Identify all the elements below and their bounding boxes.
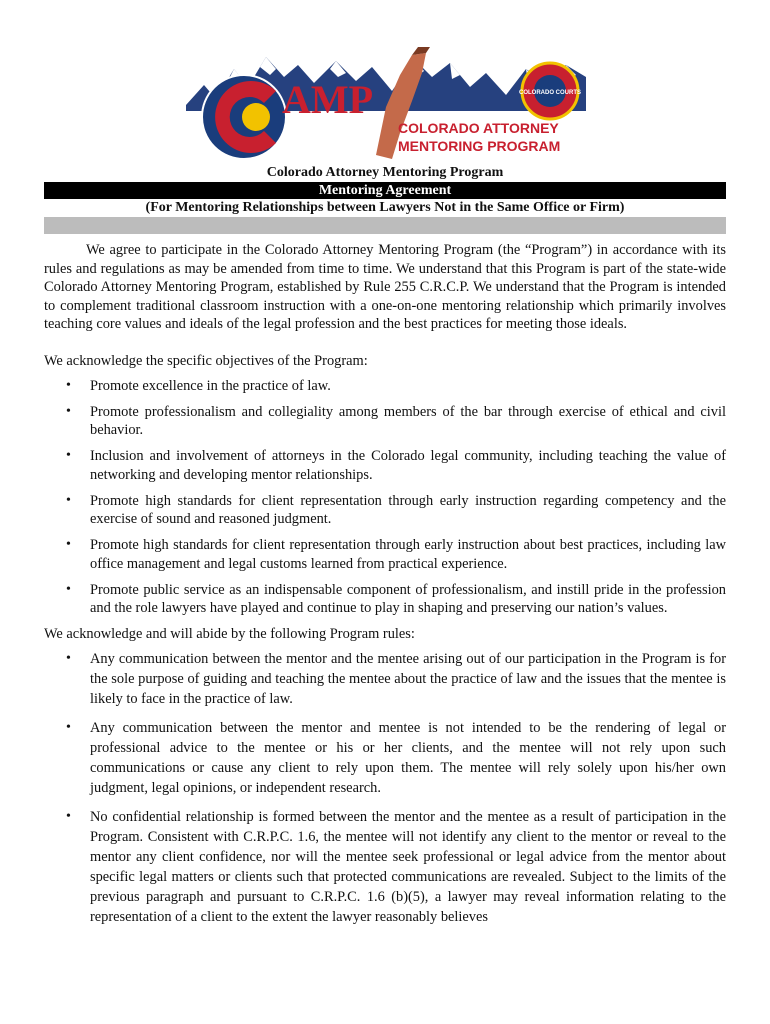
camp-logo-graphic	[186, 47, 586, 163]
objectives-list	[44, 377, 726, 618]
bullet-icon: •	[66, 720, 71, 736]
list-item: • Promote professionalism and collegiality among members of the bar through exercise of ethical and civil behavior.	[66, 403, 726, 439]
list-item: • Promote high standards for client representation through early instruction about best practices, including law office management and legal customs learned from practical experience.	[66, 537, 726, 572]
logo-subtitle-line1: COLORADO ATTORNEY	[398, 120, 559, 136]
bullet-icon: •	[66, 809, 71, 825]
agreement-title-bar: Mentoring Agreement	[44, 182, 726, 199]
agreement-body	[44, 241, 726, 936]
logo-subtitle-line2: MENTORING PROGRAM	[398, 138, 561, 154]
seal-text: COLORADO COURTS	[519, 90, 581, 96]
document-title: Colorado Attorney Mentoring Program	[266, 165, 504, 180]
rules-list	[44, 649, 726, 927]
agreement-subtitle: (For Mentoring Relationships between Lawyers Not in the Same Office or Firm)	[145, 200, 625, 215]
camp-logo	[186, 47, 586, 163]
bullet-icon: •	[66, 492, 71, 508]
list-item: • Any communication between the mentor and mentee is not intended to be the rendering of legal or professional advice to the mentee or his or her clients, and the mentee will not rely upon such communications or cause any client to rely upon them. The mentee will rely solely upon his/her own judgment, legal opinions, or independent research.	[66, 720, 726, 797]
list-item: • Inclusion and involvement of attorneys in the Colorado legal community, including teaching the value of networking and developing mentor relationships.	[66, 448, 726, 483]
list-item: • Promote public service as an indispensable component of professionalism, and instill pride in the profession and the role lawyers have played and continue to play in shaping and preserving our nation’s values.	[66, 581, 726, 617]
list-item: • Promote excellence in the practice of law.	[66, 377, 331, 394]
bullet-icon: •	[66, 537, 71, 553]
list-item: • Promote high standards for client representation through early instruction regarding competency and the exercise of sound and reasoned judgment.	[66, 492, 726, 528]
bullet-icon: •	[66, 651, 71, 667]
intro-paragraph: We agree to participate in the Colorado Attorney Mentoring Program (the “Program”) in accordance with its rules and regulations as may be amended from time to time. We understand that this Program is part of the state-wide Colorado Attorney Mentoring Program, established by Rule 255 C.R.C.P. We understand that the Program is intended to complement traditional classroom instruction with a one-on-one mentoring relationship which primarily involves teaching core values and ideals of the legal profession and the best practices for meeting those ideals.	[44, 242, 726, 333]
bullet-icon: •	[66, 377, 71, 393]
bullet-icon: •	[66, 581, 71, 597]
bullet-icon: •	[66, 448, 71, 464]
list-item: • Any communication between the mentor and the mentee arising out of our participation in the Program is for the sole purpose of guiding and teaching the mentee about the practice of law and the issues that the mentee is likely to face in the practice of law.	[66, 651, 726, 708]
bullet-icon: •	[66, 403, 71, 419]
logo-wordmark: AMP	[282, 77, 374, 122]
objectives-heading: We acknowledge the specific objectives of the Program:	[44, 352, 368, 369]
rules-heading: We acknowledge and will abide by the following Program rules:	[44, 626, 415, 643]
list-item: • No confidential relationship is formed between the mentor and the mentee as a result of participation in the Program. Consistent with C.R.P.C. 1.6, the mentee will not identify any client to the mentor or reveal to the mentor any client confidence, nor will the mentee seek professional or legal advice from the mentor about specific legal matters or clients such that protected communications are revealed. Subject to the limits of the previous paragraph and pursuant to C.R.P.C. 1.6 (b)(5), a lawyer may reveal information relating to the representation of a client to the extent the lawyer reasonably believes	[66, 809, 726, 926]
gray-divider-bar	[44, 217, 726, 234]
